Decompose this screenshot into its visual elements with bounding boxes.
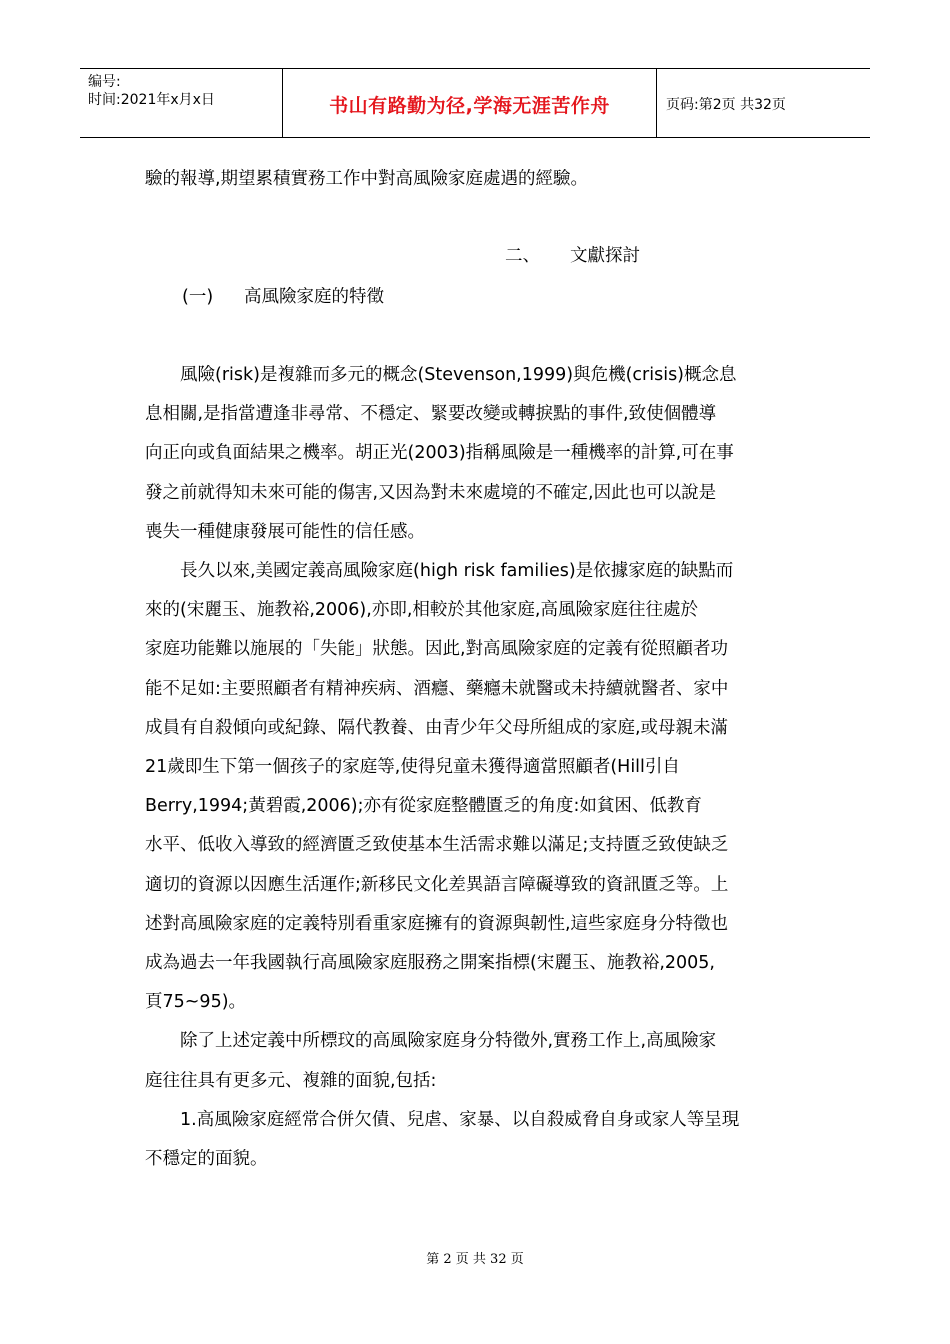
text-line: 息相關,是指當遭逢非尋常、不穩定、緊要改變或轉捩點的事件,致使個體導 — [145, 404, 717, 425]
text-line: 頁75~95)。 — [145, 992, 247, 1013]
text-line: 除了上述定義中所標玟的高風險家庭身分特徵外,實務工作上,高風險家 — [180, 1031, 717, 1052]
text-line: 1.高風險家庭經常合併欠債、兒虐、家暴、以自殺威脅自身或家人等呈現 — [180, 1109, 740, 1130]
text-line: 不穩定的面貌。 — [145, 1149, 268, 1170]
text-line: 適切的資源以因應生活運作;新移民文化差異語言障礙導致的資訊匱乏等。上 — [145, 874, 729, 895]
text-line: 21歲即生下第一個孩子的家庭等,使得兒童未獲得適當照顧者(Hill引自 — [145, 757, 680, 778]
document-time-label: 时间:2021年x月x日 — [88, 92, 215, 108]
text-line: 來的(宋麗玉、施教裕,2006),亦即,相較於其他家庭,高風險家庭往往處於 — [145, 600, 698, 621]
spacer — [145, 199, 805, 356]
text-line: Berry,1994;黃碧霞,2006);亦有從家庭整體匱乏的角度:如貧困、低教育 — [145, 796, 702, 817]
header-page-info: 页码:第2页 共32页 — [666, 97, 786, 113]
text-line: 成員有自殺傾向或紀錄、隔代教養、由青少年父母所組成的家庭,或母親未滿 — [145, 717, 729, 738]
text-line: 驗的報導,期望累積實務工作中對高風險家庭處遇的經驗。 — [145, 169, 589, 189]
text-line: 家庭功能難以施展的「失能」狀態。因此,對高風險家庭的定義有從照顧者功 — [145, 639, 729, 660]
text-line: 水平、低收入導致的經濟匱乏致使基本生活需求難以滿足;支持匱乏致使缺乏 — [145, 835, 729, 856]
section-title: 文獻探討 — [570, 246, 640, 266]
text-line: 向正向或負面結果之機率。胡正光(2003)指稱風險是一種機率的計算,可在事 — [145, 443, 734, 464]
body-text — [145, 160, 805, 1179]
page-footer: 第 2 页 共 32 页 — [426, 1252, 524, 1267]
text-line: 風險(risk)是複雜而多元的概念(Stevenson,1999)與危機(crisis)概念息 — [180, 365, 737, 385]
header-motto: 书山有路勤为径,学海无涯苦作舟 — [329, 95, 610, 117]
text-line: 述對高風險家庭的定義特別看重家庭擁有的資源與韌性,這些家庭身分特徵也 — [145, 913, 729, 934]
page-header — [80, 68, 870, 138]
subsection-title: 高風險家庭的特徵 — [244, 287, 384, 307]
subsection-number: (一) — [182, 287, 214, 307]
text-line: 長久以來,美國定義高風險家庭(high risk families)是依據家庭的缺點而 — [180, 561, 734, 582]
section-number: 二、 — [505, 246, 540, 266]
text-line: 庭往往具有更多元、複雜的面貌,包括: — [145, 1070, 437, 1091]
header-divider — [656, 69, 657, 137]
text-line: 喪失一種健康發展可能性的信任感。 — [145, 521, 425, 542]
document-number-label: 编号: — [88, 74, 121, 90]
text-line: 能不足如:主要照顧者有精神疾病、酒癮、藥癮未就醫或未持續就醫者、家中 — [145, 678, 729, 699]
text-line: 發之前就得知未來可能的傷害,又因為對未來處境的不確定,因此也可以說是 — [145, 482, 717, 503]
text-line: 成為過去一年我國執行高風險家庭服務之開案指標(宋麗玉、施教裕,2005, — [145, 953, 715, 974]
